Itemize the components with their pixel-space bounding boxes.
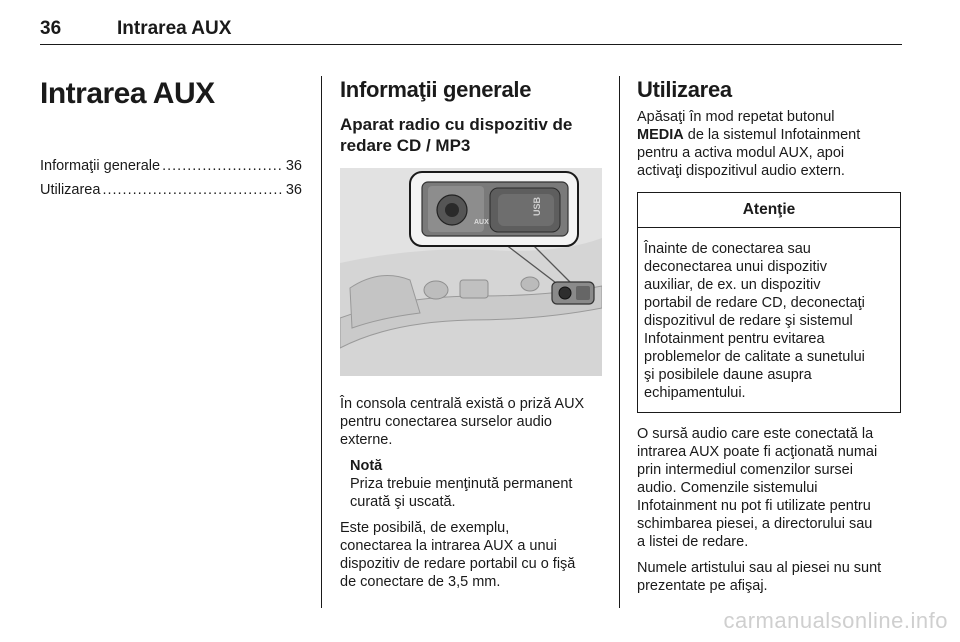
column-usage [637, 70, 901, 595]
toc-entry-label: Utilizarea [40, 182, 101, 198]
text-line: prin intermediul comenzilor sursei [637, 462, 853, 478]
aux-jack-hole [445, 203, 459, 217]
section-title: Utilizarea [637, 77, 732, 102]
aux-jack-small [559, 287, 571, 299]
text-line: Apăsaţi în mod repetat butonul [637, 109, 835, 125]
text-line: pentru conectarea surselor audio [340, 414, 552, 430]
text-line [637, 126, 901, 144]
column-divider [321, 76, 322, 608]
text-line: auxiliar, de ex. un dispozitiv [644, 277, 821, 293]
text-line: problemelor de calitate a sunetului [644, 349, 865, 365]
usb-port-small [576, 286, 590, 300]
text-line: de conectare de 3,5 mm. [340, 574, 501, 590]
text-line: În consola centrală există o priză AUX [340, 396, 585, 412]
aux-socket-illustration [340, 168, 602, 376]
running-header-title: Intrarea AUX [117, 18, 232, 39]
console-switch [460, 280, 488, 298]
text-line: conectarea la intrarea AUX a unui [340, 538, 557, 554]
warning-title: Atenţie [638, 193, 900, 228]
text-fragment: de la sistemul Infotainment [683, 127, 861, 143]
subtitle-line: redare CD / MP3 [340, 136, 471, 155]
text-line: dispozitiv de redare portabil cu o fişă [340, 556, 576, 572]
toc-entry[interactable] [40, 154, 302, 178]
text-line: deconectarea unui dispozitiv [644, 259, 827, 275]
warning-body [638, 228, 900, 412]
paragraph-aux-socket [340, 395, 602, 449]
text-line: curată şi uscată. [350, 494, 456, 510]
column-divider [619, 76, 620, 608]
text-line: audio. Comenzile sistemului [637, 480, 818, 496]
text-line: O sursă audio care este conectată la [637, 426, 874, 442]
paragraph-display [637, 559, 901, 595]
text-line: Înainte de conectarea sau [644, 241, 811, 257]
watermark: carmanualsonline.info [723, 608, 948, 633]
text-line: Numele artistului sau al piesei nu sunt [637, 560, 882, 576]
text-line: Infotainment nu pot fi utilizate pentru [637, 498, 871, 514]
paragraph-example [340, 519, 602, 591]
chapter-title: Intrarea AUX [40, 77, 215, 110]
text-line: echipamentului. [644, 385, 746, 401]
text-line: Priza trebuie menţinută permanent [350, 476, 573, 492]
toc-leader-dots [162, 154, 284, 178]
usb-cover-inner [498, 194, 554, 226]
paragraph-aux-control [637, 425, 901, 551]
text-line: activaţi dispozitivul audio extern. [637, 163, 845, 179]
toc-entry-page: 36 [285, 158, 302, 174]
text-line: Este posibilă, de exemplu, [340, 520, 510, 536]
console-knob [424, 281, 448, 299]
media-button-label: MEDIA [637, 127, 684, 143]
note-box [350, 457, 602, 511]
column-general-info [340, 70, 602, 591]
section-subtitle [340, 114, 602, 156]
text-line: dispozitivul de redare şi sistemul [644, 313, 853, 329]
usb-label: USB [532, 196, 542, 216]
toc-leader-dots [102, 178, 283, 202]
note-title: Notă [350, 458, 383, 474]
toc-entry-page: 36 [285, 182, 302, 198]
text-line: schimbarea piesei, a directorului sau [637, 516, 873, 532]
table-of-contents [40, 154, 302, 202]
aux-label: AUX [474, 219, 489, 226]
section-title: Informaţii generale [340, 77, 532, 102]
text-line: prezentate pe afişaj. [637, 578, 768, 594]
paragraph-intro [637, 108, 901, 180]
console-knob [521, 277, 539, 291]
warning-box [637, 192, 901, 413]
text-line: Infotainment pentru evitarea [644, 331, 825, 347]
toc-entry[interactable] [40, 178, 302, 202]
column-toc [40, 70, 302, 202]
subtitle-line: Aparat radio cu dispozitiv de [340, 115, 573, 134]
toc-entry-label: Informaţii generale [40, 158, 161, 174]
text-line: portabil de redare CD, deconectaţi [644, 295, 865, 311]
text-line: şi posibilele daune asupra [644, 367, 812, 383]
text-line: externe. [340, 432, 393, 448]
text-line: intrarea AUX poate fi acţionată numai [637, 444, 878, 460]
text-line: pentru a activa modul AUX, apoi [637, 145, 845, 161]
text-line: a listei de redare. [637, 534, 749, 550]
page-number: 36 [40, 18, 62, 39]
page-header [40, 14, 902, 45]
